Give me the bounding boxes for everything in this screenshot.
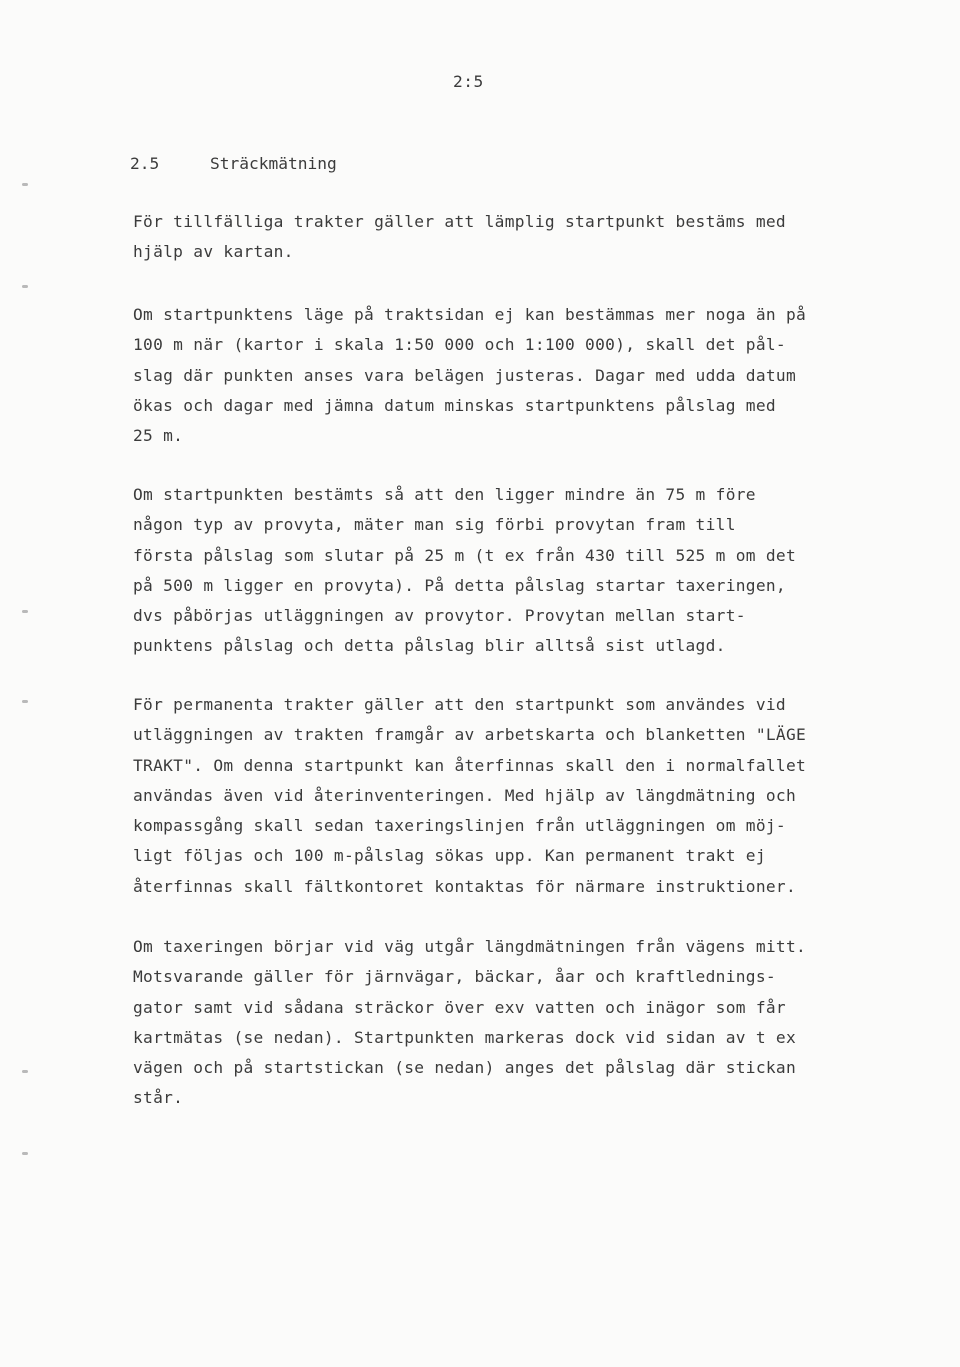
paragraph-road-start: [133, 932, 806, 1114]
text-line: punktens pålslag och detta pålslag blir alltså sist utlagd.: [133, 636, 726, 656]
page-number: 2:5: [453, 72, 484, 91]
text-line: hjälp av kartan.: [133, 242, 294, 262]
text-line: Om startpunktens läge på traktsidan ej kan bestämmas mer noga än på: [133, 305, 807, 324]
text-line: användas även vid återinventeringen. Med hjälp av längdmätning och: [133, 785, 797, 805]
text-line: kompassgång skall sedan taxeringslinjen från utläggningen om möj-: [133, 816, 786, 836]
margin-mark: [22, 1152, 28, 1155]
text-line: kartmätas (se nedan). Startpunkten markeras dock vid sidan av t ex: [133, 1027, 797, 1047]
section-title: Sträckmätning: [210, 154, 337, 173]
text-line: ökas och dagar med jämna datum minskas startpunktens pålslag med: [133, 395, 776, 415]
paragraph-sample-plot-start: [133, 480, 796, 662]
text-line: utläggningen av trakten framgår av arbetskarta och blanketten "LÄGE: [133, 725, 807, 745]
text-line: dvs påbörjas utläggningen av provytor. Provytan mellan start-: [133, 606, 746, 626]
paragraph-permanent-tracts: [133, 690, 806, 902]
text-line: återfinnas skall fältkontoret kontaktas för närmare instruktioner.: [133, 876, 797, 896]
margin-mark: [22, 1070, 28, 1073]
margin-mark: [22, 610, 28, 613]
text-line: ligt följas och 100 m-pålslag sökas upp. Kan permanent trakt ej: [133, 846, 766, 866]
text-line: första pålslag som slutar på 25 m (t ex från 430 till 525 m om det: [133, 545, 797, 565]
text-line: Om taxeringen börjar vid väg utgår längdmätningen från vägens mitt.: [133, 937, 807, 956]
text-line: Motsvarande gäller för järnvägar, bäckar, åar och kraftlednings-: [133, 967, 776, 987]
section-number: 2.5: [130, 154, 160, 173]
text-line: Om startpunkten bestämts så att den ligger mindre än 75 m före: [133, 485, 756, 504]
text-line: TRAKT". Om denna startpunkt kan återfinnas skall den i normalfallet: [133, 755, 807, 775]
text-line: slag där punkten anses vara belägen justeras. Dagar med udda datum: [133, 365, 797, 385]
text-line: 100 m när (kartor i skala 1:50 000 och 1:100 000), skall det pål-: [133, 335, 786, 355]
text-line: gator samt vid sådana sträckor över exv vatten och inägor som får: [133, 997, 786, 1017]
text-line: För tillfälliga trakter gäller att lämplig startpunkt bestäms med: [133, 212, 786, 231]
text-line: vägen och på startstickan (se nedan) anges det pålslag där stickan: [133, 1058, 797, 1078]
text-line: står.: [133, 1088, 184, 1108]
margin-mark: [22, 183, 28, 186]
margin-mark: [22, 700, 28, 703]
paragraph-start-point-adjustment: [133, 300, 806, 451]
paragraph-temporary-tracts: [133, 207, 786, 268]
text-line: någon typ av provyta, mäter man sig förbi provytan fram till: [133, 515, 736, 535]
margin-mark: [22, 285, 28, 288]
text-line: på 500 m ligger en provyta). På detta pålslag startar taxeringen,: [133, 575, 786, 595]
text-line: För permanenta trakter gäller att den startpunkt som användes vid: [133, 695, 786, 714]
text-line: 25 m.: [133, 426, 184, 446]
section-heading: [130, 154, 337, 173]
